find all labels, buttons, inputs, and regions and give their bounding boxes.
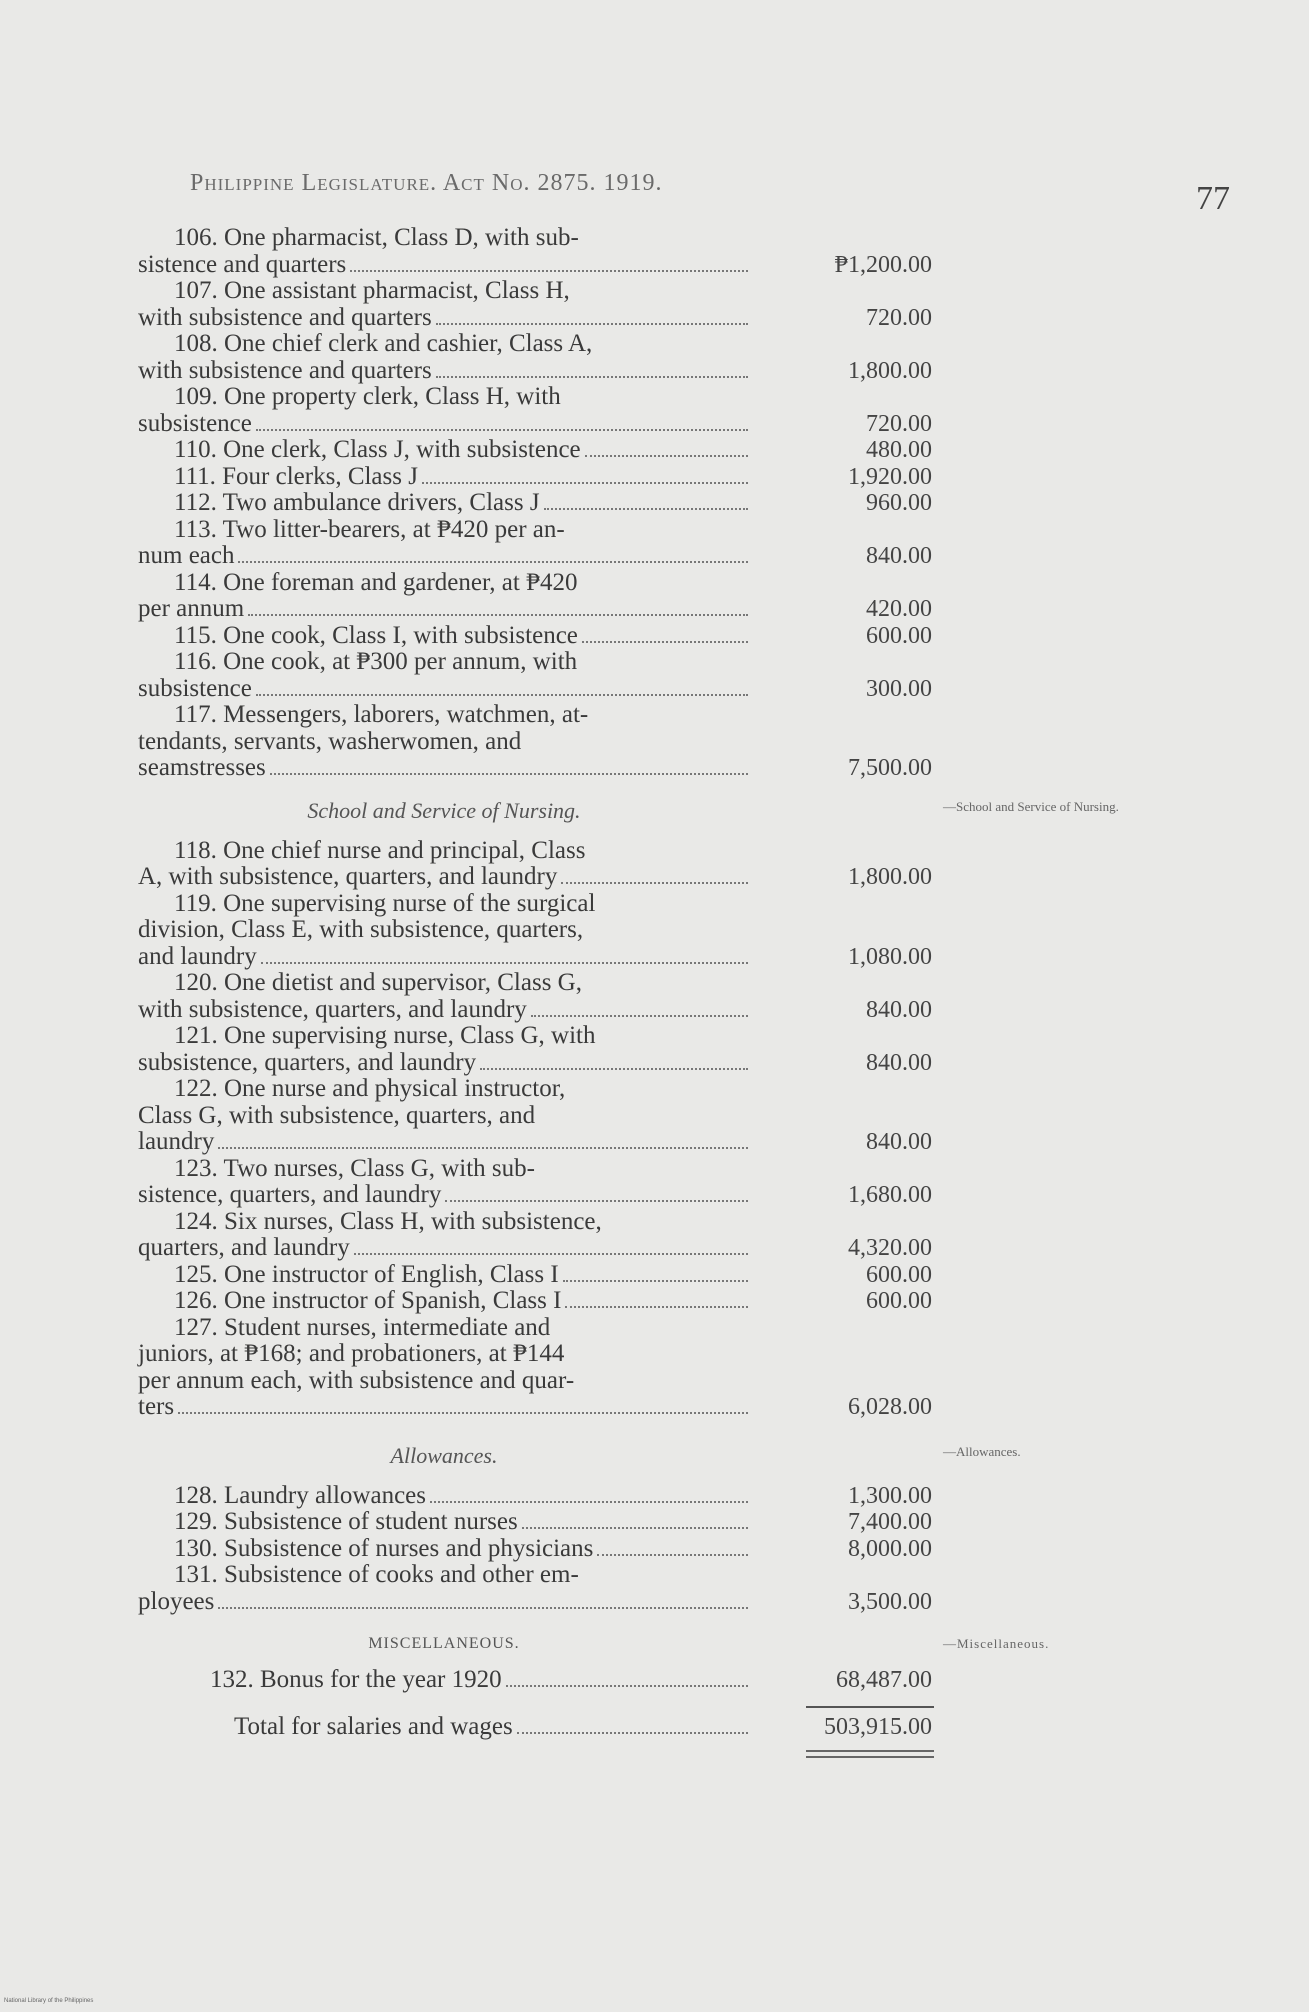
item-last-line: subsistence [138,674,252,702]
general-items [138,225,1218,782]
item-line: tendants, servants, washerwomen, and [138,727,522,755]
bonus-item [138,1666,932,1694]
item-line: 123. Two nurses, Class G, with sub- [174,1154,535,1182]
appropriation-list [138,225,1218,1758]
list-item [138,489,932,517]
item-last-line: 112. Two ambulance drivers, Class J [174,489,540,516]
leader-dots [582,641,748,643]
leader-dots [544,508,748,510]
list-item [138,515,932,570]
item-last-line: num each [138,542,235,569]
item-amount: 1,920.00 [848,463,932,490]
list-item [138,621,932,650]
item-last-line: 125. One instructor of English, Class I [174,1260,559,1288]
bonus-label: 132. Bonus for the year 1920 [210,1666,502,1693]
leader-dots [436,376,748,378]
item-amount: 4,320.00 [848,1235,932,1261]
item-line: 117. Messengers, laborers, watchmen, at- [174,701,589,728]
footer-credit: National Library of the Philippines [4,1998,94,2004]
running-head: Philippine Legislature. Act No. 2875. 1919. [190,170,663,196]
item-last-line: 111. Four clerks, Class J [174,462,418,490]
item-last-line: 130. Subsistence of nurses and physicians [174,1534,594,1562]
item-last-line: and laundry [138,942,257,970]
item-amount: 840.00 [866,543,932,569]
total-double-rule [806,1750,934,1758]
miscellaneous-margin-note: —Miscellaneous. [943,1636,1050,1651]
item-line: 121. One supervising nurse, Class G, with [174,1022,596,1049]
item-amount: 600.00 [866,1261,932,1288]
leader-dots [445,1200,748,1202]
item-last-line: subsistence, quarters, and laundry [138,1048,477,1076]
item-amount: 8,000.00 [848,1535,932,1562]
bonus-amount: 68,487.00 [836,1667,932,1693]
item-last-line: 128. Laundry allowances [174,1481,427,1509]
item-amount: 600.00 [866,622,932,649]
item-last-line: laundry [138,1128,215,1155]
leader-dots [256,429,748,431]
list-item [138,1075,932,1156]
item-line: 131. Subsistence of cooks and other em- [174,1561,579,1588]
leader-dots [517,1732,748,1734]
item-last-line: A, with subsistence, quarters, and laundry [138,863,558,890]
item-amount: 720.00 [866,304,932,331]
miscellaneous-heading-text: MISCELLANEOUS. [368,1635,520,1652]
item-last-line: per annum [138,595,245,622]
list-item [138,224,932,278]
item-line: 109. One property clerk, Class H, with [174,383,561,410]
item-amount: 480.00 [866,437,932,463]
nursing-items [138,838,1218,1421]
leader-dots [480,1068,748,1070]
list-item [138,1260,932,1289]
item-last-line: sistence, quarters, and laundry [138,1181,442,1208]
item-amount: 1,080.00 [848,943,932,970]
item-line: 113. Two litter-bearers, at ₱420 per an- [174,515,565,543]
leader-dots [270,773,748,775]
leader-dots [422,482,748,484]
item-last-line: quarters, and laundry [138,1234,350,1261]
item-amount: ₱1,200.00 [834,251,932,278]
miscellaneous-heading [138,1635,1050,1653]
item-line: 122. One nurse and physical instructor, [174,1075,566,1102]
item-line: 120. One dietist and supervisor, Class G, [174,969,582,996]
leader-dots [561,882,748,884]
nursing-margin-note: —School and Service of Nursing. [943,798,1119,814]
item-line: 116. One cook, at ₱300 per annum, with [174,648,578,675]
leader-dots [218,1607,748,1609]
item-last-line: ters [138,1393,175,1420]
list-item [138,1313,932,1421]
leader-dots [238,561,748,563]
item-line: 127. Student nurses, intermediate and [174,1313,551,1341]
item-last-line: 110. One clerk, Class J, with subsistence [174,436,581,463]
item-amount: 420.00 [866,596,932,622]
list-item [138,383,932,437]
item-amount: 840.00 [866,996,932,1023]
list-item [138,1287,932,1315]
list-item [138,462,932,491]
item-amount: 3,500.00 [848,1588,932,1615]
item-line: 124. Six nurses, Class H, with subsistence, [174,1207,602,1235]
total-item [138,1712,932,1741]
item-amount: 720.00 [866,410,932,437]
item-amount: 1,300.00 [848,1482,932,1509]
item-line: per annum each, with subsistence and quar- [138,1366,575,1394]
list-item [138,1561,932,1615]
item-amount: 840.00 [866,1049,932,1076]
list-item [138,1534,932,1563]
list-item [138,889,932,971]
leader-dots [531,1015,748,1017]
total-amount: 503,915.00 [824,1713,932,1740]
leader-dots [506,1685,748,1687]
leader-dots [565,1306,748,1308]
list-item [138,1022,932,1076]
item-last-line: subsistence [138,409,252,437]
item-last-line: 115. One cook, Class I, with subsistence [174,621,578,649]
leader-dots [248,614,748,616]
nursing-heading-text: School and Service of Nursing. [307,797,581,823]
list-item [138,330,932,384]
subtotal-rule [806,1706,934,1708]
item-last-line: ployees [138,1587,215,1615]
leader-dots [436,323,748,325]
item-line: division, Class E, with subsistence, quarters, [138,916,584,943]
leader-dots [522,1527,748,1529]
item-line: 108. One chief clerk and cashier, Class A, [174,330,593,357]
item-amount: 300.00 [866,675,932,702]
leader-dots [430,1501,748,1503]
item-last-line: sistence and quarters [138,250,347,278]
list-item [138,1207,932,1262]
page-number: 77 [1196,180,1230,217]
item-amount: 1,800.00 [848,357,932,384]
item-amount: 840.00 [866,1129,932,1155]
leader-dots [597,1554,748,1556]
leader-dots [261,962,748,964]
list-item [138,277,932,331]
item-amount: 1,800.00 [848,864,932,890]
item-line: Class G, with subsistence, quarters, and [138,1101,536,1129]
item-line: 106. One pharmacist, Class D, with sub- [174,224,579,251]
item-amount: 1,680.00 [848,1182,932,1208]
list-item [138,436,932,464]
list-item [138,1154,932,1209]
item-line: juniors, at ₱168; and probationers, at ₱144 [138,1340,565,1367]
item-last-line: 126. One instructor of Spanish, Class I [174,1287,562,1314]
total-label: Total for salaries and wages [234,1712,513,1740]
allowances-heading [138,1442,1021,1469]
item-line: 118. One chief nurse and principal, Class [174,836,586,864]
leader-dots [256,694,748,696]
item-line: 107. One assistant pharmacist, Class H, [174,277,570,304]
item-amount: 7,400.00 [848,1509,932,1535]
item-last-line: with subsistence and quarters [138,356,432,384]
list-item [138,701,932,782]
list-item [138,1508,932,1536]
item-last-line: 129. Subsistence of student nurses [174,1508,518,1535]
nursing-heading [138,797,1119,824]
item-line: 119. One supervising nurse of the surgical [174,889,596,917]
list-item [138,568,932,623]
item-last-line: with subsistence and quarters [138,303,432,331]
item-amount: 6,028.00 [848,1394,932,1420]
leader-dots [218,1147,748,1149]
allowances-heading-text: Allowances. [390,1442,498,1468]
leader-dots [178,1412,748,1414]
item-amount: 960.00 [866,490,932,516]
allowances-margin-note: —Allowances. [943,1443,1021,1459]
leader-dots [354,1253,748,1255]
list-item [138,1481,932,1510]
leader-dots [585,455,748,457]
item-amount: 600.00 [866,1288,932,1314]
item-last-line: seamstresses [138,754,266,781]
leader-dots [350,270,748,272]
leader-dots [563,1280,748,1282]
item-line: 114. One foreman and gardener, at ₱420 [174,568,578,596]
item-amount: 7,500.00 [848,755,932,781]
list-item [138,648,932,702]
item-last-line: with subsistence, quarters, and laundry [138,995,527,1023]
allowance-items [138,1483,1218,1616]
list-item [138,969,932,1023]
list-item [138,836,932,891]
